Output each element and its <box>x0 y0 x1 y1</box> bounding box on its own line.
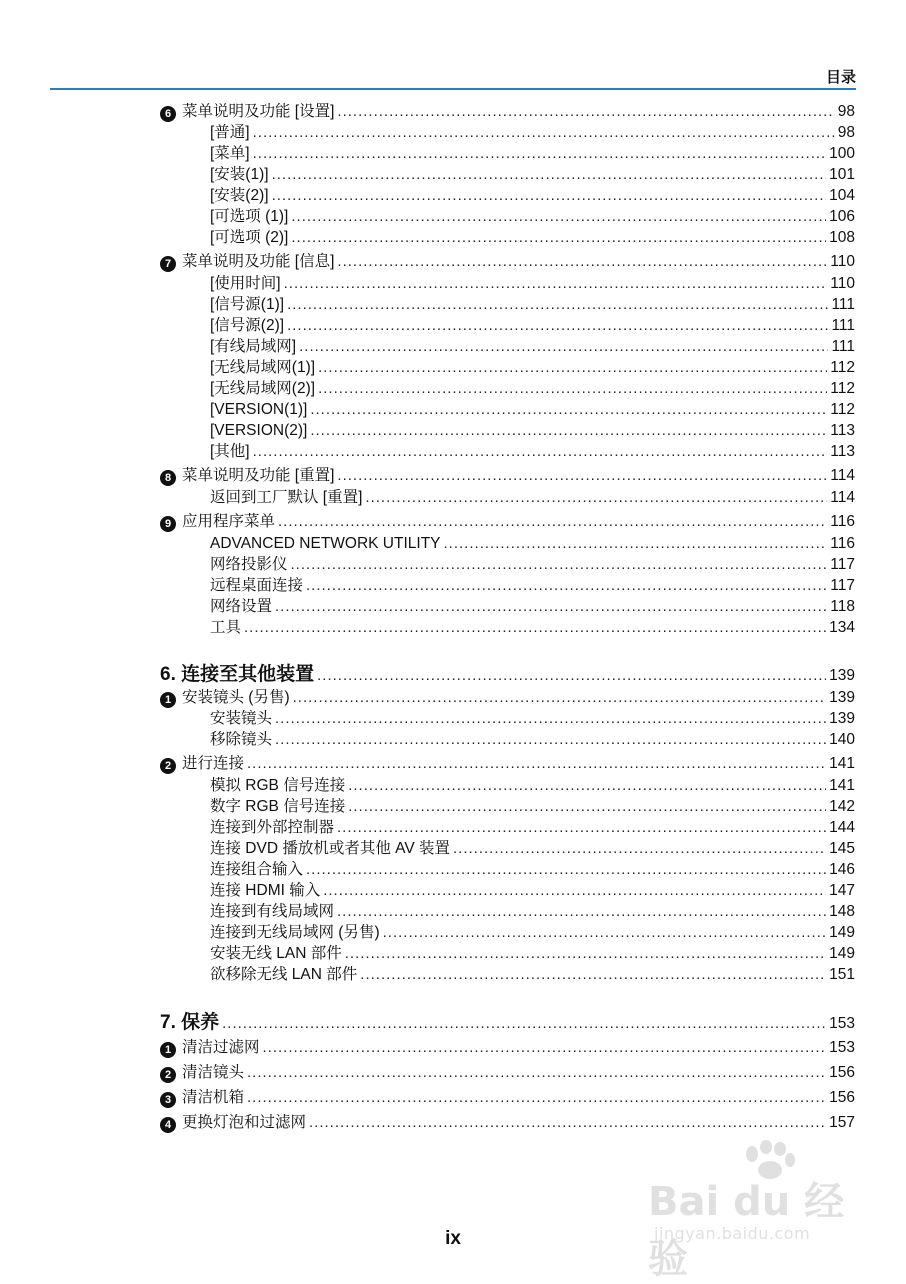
toc-subsection-row[interactable] <box>160 164 855 185</box>
toc-subsection-row[interactable] <box>160 399 855 420</box>
toc-entry-page: 139 <box>829 689 855 706</box>
dot-leader <box>272 164 827 185</box>
toc-entry-title: [可选项 (1)] <box>210 208 289 225</box>
toc-entry-page: 110 <box>830 253 855 270</box>
toc-subsection-row[interactable] <box>160 206 855 227</box>
toc-subsection-row[interactable] <box>160 441 855 462</box>
toc-entry-page: 101 <box>829 166 855 183</box>
toc-chapter-row[interactable] <box>160 1010 855 1035</box>
dot-leader <box>453 838 826 859</box>
toc-entry-page: 149 <box>829 945 855 962</box>
toc-entry-title: [安装(1)] <box>210 166 269 183</box>
dot-leader <box>287 315 828 336</box>
toc-entry-title: [有线局域网] <box>210 338 297 355</box>
toc-entry-title: 网络投影仪 <box>210 556 288 573</box>
dot-leader <box>272 185 827 206</box>
toc-entry-page: 153 <box>829 1015 855 1032</box>
toc-subsection-row[interactable] <box>160 964 855 985</box>
dot-leader <box>337 901 826 922</box>
dot-leader <box>247 1085 826 1110</box>
dot-leader <box>253 143 827 164</box>
toc-entry-page: 106 <box>829 208 855 225</box>
toc-entry-title: 连接到有线局域网 <box>210 903 335 920</box>
toc-entry-page: 110 <box>830 275 855 292</box>
dot-leader <box>306 859 826 880</box>
toc-subsection-row[interactable] <box>160 273 855 294</box>
toc-entry-page: 146 <box>829 861 855 878</box>
toc-entry-title: ADVANCED NETWORK UTILITY <box>210 535 441 552</box>
toc-entry-title: [安装(2)] <box>210 187 269 204</box>
dot-leader <box>244 617 826 638</box>
dot-leader <box>318 378 827 399</box>
toc-subsection-row[interactable] <box>160 315 855 336</box>
toc-entry-title: 7. 保养 <box>160 1012 220 1033</box>
toc-subsection-row[interactable] <box>160 378 855 399</box>
toc-entry-page: 98 <box>837 103 855 120</box>
dot-leader <box>310 399 827 420</box>
toc-entry-page: 134 <box>829 619 855 636</box>
toc-entry-title: 远程桌面连接 <box>210 577 304 594</box>
toc-subsection-row[interactable] <box>160 294 855 315</box>
toc-entry-page: 108 <box>829 229 855 246</box>
toc-entry-title: [使用时间] <box>210 275 281 292</box>
toc-entry-page: 139 <box>829 710 855 727</box>
toc-entry-page: 117 <box>830 556 855 573</box>
dot-leader <box>287 294 828 315</box>
toc-entry-page: 139 <box>829 667 855 684</box>
toc-entry-page: 114 <box>830 489 855 506</box>
toc-entry-title: [VERSION(2)] <box>210 422 308 439</box>
dot-leader <box>345 943 826 964</box>
toc-entry-title: 安装镜头 <box>210 710 273 727</box>
toc-entry-title: 菜单说明及功能 [信息] <box>182 253 335 270</box>
toc-subsection-row[interactable] <box>160 596 855 617</box>
section-number-badge: 9 <box>160 516 176 532</box>
toc-section-row[interactable] <box>160 1085 855 1110</box>
section-number-badge: 7 <box>160 256 176 272</box>
toc-entry-title: 清洁过滤网 <box>182 1039 260 1056</box>
dot-leader <box>275 596 827 617</box>
dot-leader <box>275 708 826 729</box>
dot-leader <box>383 922 826 943</box>
section-number-badge: 6 <box>160 106 176 122</box>
baidu-watermark <box>648 1140 858 1282</box>
toc-section-row[interactable] <box>160 101 855 122</box>
dot-leader <box>365 487 827 508</box>
toc-entry-page: 118 <box>830 598 855 615</box>
dot-leader <box>275 729 826 750</box>
toc-section-row[interactable] <box>160 511 855 533</box>
toc-entry-title: [普通] <box>210 124 250 141</box>
dot-leader <box>291 554 828 575</box>
toc-entry-page: 112 <box>830 380 855 397</box>
toc-subsection-row[interactable] <box>160 817 855 838</box>
dot-leader <box>253 441 828 462</box>
toc-entry-page: 153 <box>829 1039 855 1056</box>
toc-entry-page: 100 <box>829 145 855 162</box>
toc-subsection-row[interactable] <box>160 554 855 575</box>
toc-subsection-row[interactable] <box>160 796 855 817</box>
toc-subsection-row[interactable] <box>160 357 855 378</box>
dot-leader <box>309 1110 826 1135</box>
dot-leader <box>337 101 834 122</box>
toc-entry-page: 145 <box>829 840 855 857</box>
toc-entry-page: 116 <box>830 513 855 530</box>
section-number-badge: 2 <box>160 758 176 774</box>
toc-entry-page: 147 <box>829 882 855 899</box>
toc-entry-title: 应用程序菜单 <box>182 513 276 530</box>
toc-subsection-row[interactable] <box>160 336 855 357</box>
toc-subsection-row[interactable] <box>160 420 855 441</box>
dot-leader <box>306 575 827 596</box>
toc-entry-page: 98 <box>837 124 855 141</box>
toc-entry-page: 140 <box>829 731 855 748</box>
toc-entry-title: 更换灯泡和过滤网 <box>182 1114 307 1131</box>
toc-entry-page: 114 <box>830 467 855 484</box>
toc-entry-page: 144 <box>829 819 855 836</box>
section-number-badge: 8 <box>160 470 176 486</box>
toc-subsection-row[interactable] <box>160 729 855 750</box>
toc-entry-page: 117 <box>830 577 855 594</box>
dot-leader <box>337 817 826 838</box>
toc-entry-page: 104 <box>829 187 855 204</box>
dot-leader <box>291 227 826 248</box>
dot-leader <box>348 775 826 796</box>
toc-section-row[interactable] <box>160 1110 855 1135</box>
toc-subsection-row[interactable] <box>160 617 855 638</box>
toc-entry-title: 连接到无线局域网 (另售) <box>210 924 380 941</box>
toc-entry-page: 141 <box>829 777 855 794</box>
page-header-title: 目录 <box>825 69 856 86</box>
dot-leader <box>291 206 826 227</box>
toc-entry-title: 连接组合输入 <box>210 861 304 878</box>
toc-subsection-row[interactable] <box>160 533 855 554</box>
toc-entry-page: 111 <box>831 317 855 334</box>
toc-subsection-row[interactable] <box>160 859 855 880</box>
toc-entry-title: 清洁镜头 <box>182 1064 245 1081</box>
toc-subsection-row[interactable] <box>160 943 855 964</box>
dot-leader <box>323 880 826 901</box>
toc-subsection-row[interactable] <box>160 122 855 143</box>
dot-leader <box>360 964 826 985</box>
section-number-badge: 3 <box>160 1092 176 1108</box>
toc-entry-page: 111 <box>831 338 855 355</box>
toc-subsection-row[interactable] <box>160 708 855 729</box>
toc-section-row[interactable] <box>160 753 855 775</box>
toc-entry-page: 112 <box>830 401 855 418</box>
dot-leader <box>284 273 828 294</box>
table-of-contents <box>160 101 855 1135</box>
toc-subsection-row[interactable] <box>160 143 855 164</box>
toc-entry-page: 156 <box>829 1064 855 1081</box>
toc-entry-page: 141 <box>829 755 855 772</box>
toc-section-row[interactable] <box>160 1060 855 1085</box>
toc-entry-title: [其他] <box>210 443 250 460</box>
toc-entry-title: 网络设置 <box>210 598 273 615</box>
toc-section-row[interactable] <box>160 465 855 487</box>
toc-entry-title: 返回到工厂默认 [重置] <box>210 489 363 506</box>
page-number: ix <box>445 1228 461 1249</box>
toc-entry-title: 连接 DVD 播放机或者其他 AV 装置 <box>210 840 450 857</box>
toc-entry-title: [信号源(1)] <box>210 296 285 313</box>
watermark-brand: Bai du 经验 <box>648 1179 845 1282</box>
toc-entry-page: 151 <box>829 966 855 983</box>
toc-entry-page: 142 <box>829 798 855 815</box>
header-divider <box>50 88 856 90</box>
toc-entry-page: 113 <box>830 422 855 439</box>
toc-subsection-row[interactable] <box>160 227 855 248</box>
toc-section-row[interactable] <box>160 1035 855 1060</box>
toc-subsection-row[interactable] <box>160 185 855 206</box>
toc-entry-title: 连接到外部控制器 <box>210 819 335 836</box>
dot-leader <box>247 1060 826 1085</box>
dot-leader <box>337 465 827 486</box>
toc-entry-title: 安装镜头 (另售) <box>182 689 290 706</box>
section-number-badge: 1 <box>160 692 176 708</box>
dot-leader <box>278 511 827 532</box>
toc-entry-title: [无线局域网(2)] <box>210 380 316 397</box>
dot-leader <box>299 336 828 357</box>
dot-leader <box>293 687 826 708</box>
watermark-url: jingyan.baidu.com <box>654 1224 811 1243</box>
toc-entry-page: 157 <box>829 1114 855 1131</box>
dot-leader <box>222 1011 826 1036</box>
toc-entry-page: 111 <box>831 296 855 313</box>
toc-entry-title: 连接 HDMI 输入 <box>210 882 321 899</box>
toc-entry-title: 清洁机箱 <box>182 1089 245 1106</box>
toc-entry-title: 模拟 RGB 信号连接 <box>210 777 346 794</box>
toc-entry-title: 数字 RGB 信号连接 <box>210 798 346 815</box>
toc-entry-title: 进行连接 <box>182 755 245 772</box>
toc-subsection-row[interactable] <box>160 838 855 859</box>
dot-leader <box>253 122 835 143</box>
dot-leader <box>317 663 826 688</box>
dot-leader <box>263 1035 827 1060</box>
toc-entry-title: 欲移除无线 LAN 部件 <box>210 966 358 983</box>
section-number-badge: 4 <box>160 1117 176 1133</box>
toc-entry-page: 112 <box>830 359 855 376</box>
toc-section-row[interactable] <box>160 687 855 708</box>
section-number-badge: 2 <box>160 1067 176 1083</box>
toc-subsection-row[interactable] <box>160 901 855 922</box>
toc-entry-title: [无线局域网(1)] <box>210 359 316 376</box>
toc-chapter-row[interactable] <box>160 662 855 687</box>
toc-entry-title: [信号源(2)] <box>210 317 285 334</box>
toc-entry-title: [VERSION(1)] <box>210 401 308 418</box>
toc-entry-page: 149 <box>829 924 855 941</box>
toc-entry-title: 6. 连接至其他装置 <box>160 664 315 685</box>
toc-entry-title: 工具 <box>210 619 242 636</box>
toc-subsection-row[interactable] <box>160 922 855 943</box>
toc-subsection-row[interactable] <box>160 880 855 901</box>
dot-leader <box>444 533 828 554</box>
dot-leader <box>310 420 827 441</box>
toc-entry-page: 156 <box>829 1089 855 1106</box>
toc-entry-title: 移除镜头 <box>210 731 273 748</box>
dot-leader <box>337 251 827 272</box>
toc-section-row[interactable] <box>160 251 855 273</box>
toc-entry-title: 菜单说明及功能 [设置] <box>182 103 335 120</box>
dot-leader <box>318 357 827 378</box>
toc-subsection-row[interactable] <box>160 775 855 796</box>
toc-entry-page: 113 <box>830 443 855 460</box>
toc-entry-title: [菜单] <box>210 145 250 162</box>
section-number-badge: 1 <box>160 1042 176 1058</box>
toc-entry-title: 菜单说明及功能 [重置] <box>182 467 335 484</box>
toc-entry-page: 116 <box>830 535 855 552</box>
toc-subsection-row[interactable] <box>160 487 855 508</box>
toc-entry-page: 148 <box>829 903 855 920</box>
toc-subsection-row[interactable] <box>160 575 855 596</box>
dot-leader <box>247 753 826 774</box>
dot-leader <box>348 796 826 817</box>
toc-entry-title: 安装无线 LAN 部件 <box>210 945 342 962</box>
toc-entry-title: [可选项 (2)] <box>210 229 289 246</box>
